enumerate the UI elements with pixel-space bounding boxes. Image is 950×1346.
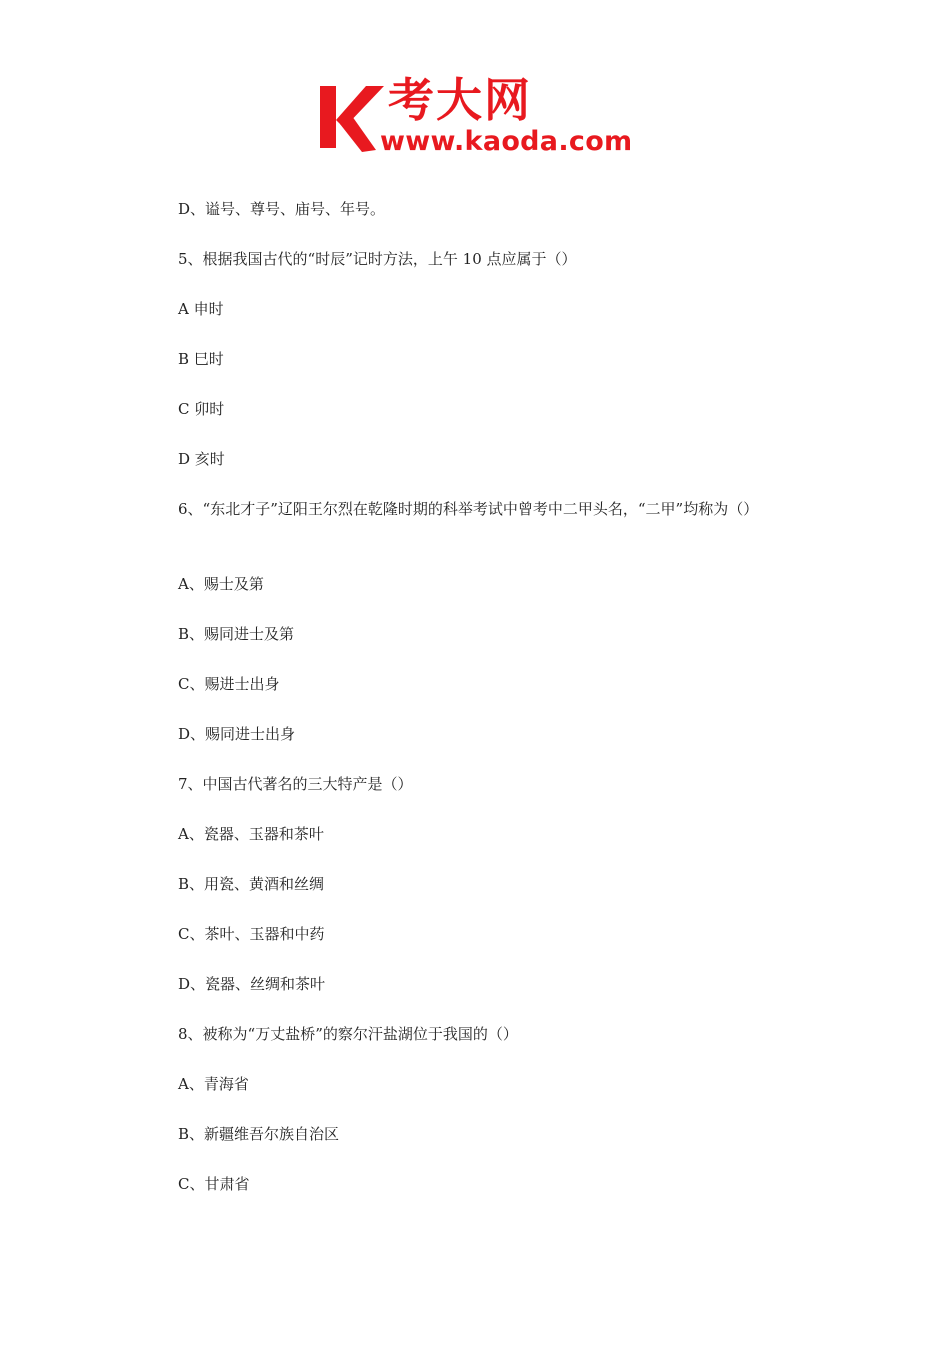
option-7a: A、瓷器、玉器和茶叶 <box>178 825 324 843</box>
k-logo-icon <box>318 78 388 160</box>
question-7: 7、中国古代著名的三大特产是（） <box>178 775 413 793</box>
option-6a: A、赐士及第 <box>178 575 264 593</box>
option-8a: A、青海省 <box>178 1075 249 1093</box>
logo-name: 考大网 <box>388 73 532 127</box>
option-6c: C、赐进士出身 <box>178 675 280 693</box>
question-5: 5、根据我国古代的“时辰”记时方法，上午 10 点应属于（） <box>178 250 577 268</box>
question-6: 6、“东北才子”辽阳王尔烈在乾隆时期的科举考试中曾考中二甲头名，“二甲”均称为（） <box>178 500 759 518</box>
option-8c: C、甘肃省 <box>178 1175 250 1193</box>
option-8b: B、新疆维吾尔族自治区 <box>178 1125 340 1143</box>
logo-url[interactable]: www.kaoda.com <box>380 126 633 157</box>
option-4d: D、谥号、尊号、庙号、年号。 <box>178 200 386 218</box>
question-8: 8、被称为“万丈盐桥”的察尔汗盐湖位于我国的（） <box>178 1025 518 1043</box>
kaoda-logo[interactable] <box>318 73 640 160</box>
option-5b: B 巳时 <box>178 350 224 368</box>
option-5d: D 亥时 <box>178 450 225 468</box>
option-6d: D、赐同进士出身 <box>178 725 296 743</box>
option-6b: B、赐同进士及第 <box>178 625 295 643</box>
option-7b: B、用瓷、黄酒和丝绸 <box>178 875 325 893</box>
option-7c: C、茶叶、玉器和中药 <box>178 925 325 943</box>
option-7d: D、瓷器、丝绸和茶叶 <box>178 975 326 993</box>
option-5a: A 申时 <box>178 300 224 318</box>
option-5c: C 卯时 <box>178 400 225 418</box>
